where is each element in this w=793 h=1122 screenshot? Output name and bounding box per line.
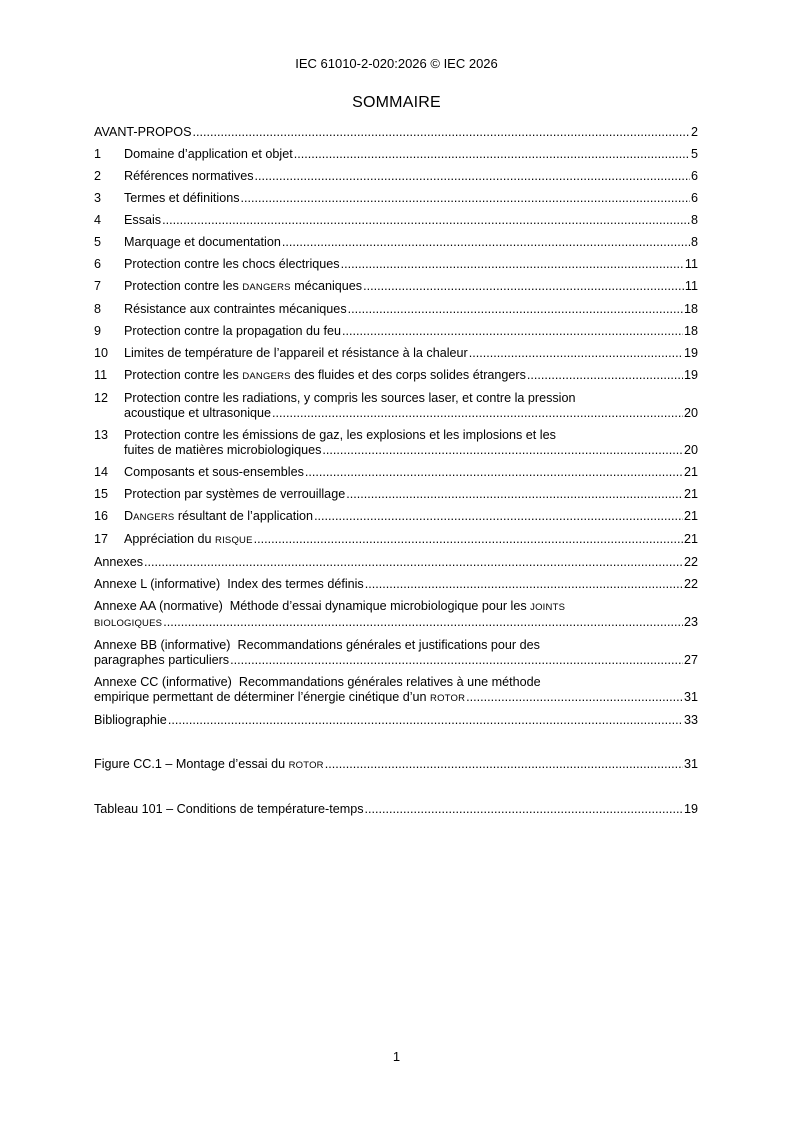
toc-page-number: 23 (683, 615, 698, 629)
defined-term: ROTOR (430, 693, 466, 704)
toc-entry-text-line1: Annexe CC (informative) Recommandations générales relatives à une méthode (94, 675, 541, 689)
toc-entry-text-line1: Protection contre les émissions de gaz, les explosions et les implosions et les (124, 428, 556, 442)
toc-page-number: 5 (690, 147, 698, 161)
toc-entry-17[interactable] (94, 532, 698, 548)
table-of-contents (94, 125, 698, 824)
toc-clause-number: 7 (94, 279, 102, 293)
toc-entry-text: Protection contre les chocs électriques (124, 257, 340, 271)
toc-page-number: 6 (690, 191, 698, 205)
toc-clause-number: 6 (94, 257, 102, 271)
toc-page-number: 2 (690, 125, 698, 139)
toc-entry-foreword[interactable] (94, 125, 698, 140)
toc-entry-text: Appréciation du RISQUE (124, 532, 253, 546)
page-number: 1 (392, 1049, 401, 1064)
toc-entry-text-line2: fuites de matières microbiologiques (124, 443, 322, 457)
toc-entry-14[interactable] (94, 465, 698, 480)
toc-page-number: 21 (683, 532, 698, 546)
toc-clause-number: 9 (94, 324, 102, 338)
toc-page-number: 33 (683, 713, 698, 727)
toc-entry-text: Limites de température de l’appareil et résistance à la chaleur (124, 346, 468, 360)
toc-entry-bibliography[interactable] (94, 713, 698, 728)
toc-entry-text-line2: paragraphes particuliers (94, 653, 230, 667)
toc-entry-text: Bibliographie (94, 713, 167, 727)
list-of-tables-entry[interactable] (94, 802, 698, 817)
toc-page-number: 31 (683, 757, 698, 771)
toc-entry-13[interactable] (94, 428, 698, 458)
toc-page-number: 22 (683, 577, 698, 591)
toc-entry-text-line1: Annexe AA (normative) Méthode d’essai dynamique microbiologique pour les JOINTS (94, 599, 566, 613)
toc-entry-annexes[interactable] (94, 555, 698, 570)
defined-term: ROTOR (288, 760, 324, 771)
toc-entry-8[interactable] (94, 302, 698, 317)
toc-entry-3[interactable] (94, 191, 698, 206)
defined-term: RISQUE (215, 535, 253, 546)
toc-entry-text: Références normatives (124, 169, 254, 183)
list-of-figures-entry[interactable] (94, 757, 698, 773)
toc-entry-text: AVANT-PROPOS (94, 125, 192, 139)
toc-entry-12[interactable] (94, 391, 698, 421)
defined-term: DANGERS (242, 282, 291, 293)
toc-entry-text: Termes et définitions (124, 191, 240, 205)
toc-entry-4[interactable] (94, 213, 698, 228)
toc-clause-number: 10 (94, 346, 109, 360)
toc-page-number: 19 (683, 346, 698, 360)
toc-page-number: 21 (683, 465, 698, 479)
toc-entry-text: Protection contre les DANGERS des fluides et des corps solides étrangers (124, 368, 526, 382)
page-title: SOMMAIRE (352, 94, 441, 111)
defined-term: ANGERS (133, 512, 175, 523)
table-entry-text: Tableau 101 – Conditions de température-temps (94, 802, 364, 816)
toc-entry-7[interactable] (94, 279, 698, 295)
toc-clause-number: 13 (94, 428, 109, 442)
toc-entry-text-line2: empirique permettant de déterminer l’énergie cinétique d’un ROTOR (94, 690, 466, 704)
toc-entry-11[interactable] (94, 368, 698, 384)
toc-page-number: 18 (683, 324, 698, 338)
toc-page-number: 8 (690, 213, 698, 227)
toc-entry-annex-aa[interactable] (94, 599, 698, 631)
toc-clause-number: 5 (94, 235, 102, 249)
toc-page-number: 20 (683, 443, 698, 457)
toc-clause-number: 11 (94, 368, 108, 382)
toc-clause-number: 1 (94, 147, 102, 161)
toc-clause-number: 17 (94, 532, 109, 546)
toc-entry-text: Résistance aux contraintes mécaniques (124, 302, 347, 316)
toc-entry-text: Protection contre les DANGERS mécaniques (124, 279, 363, 293)
figure-entry-text: Figure CC.1 – Montage d’essai du ROTOR (94, 757, 324, 771)
toc-entry-10[interactable] (94, 346, 698, 361)
toc-clause-number: 16 (94, 509, 109, 523)
toc-entry-text-line2: acoustique et ultrasonique (124, 406, 272, 420)
toc-clause-number: 3 (94, 191, 102, 205)
toc-entry-2[interactable] (94, 169, 698, 184)
toc-clause-number: 4 (94, 213, 102, 227)
defined-term: JOINTS (530, 602, 566, 613)
toc-entry-text: Annexes (94, 555, 144, 569)
toc-entry-9[interactable] (94, 324, 698, 339)
toc-clause-number: 12 (94, 391, 109, 405)
toc-entry-text: Protection par systèmes de verrouillage (124, 487, 346, 501)
document-header: IEC 61010-2-020:2026 © IEC 2026 (295, 56, 498, 71)
toc-page-number: 11 (684, 279, 698, 293)
toc-page-number: 11 (684, 257, 698, 271)
toc-page-number: 8 (690, 235, 698, 249)
toc-page-number: 18 (683, 302, 698, 316)
toc-entry-annex-bb[interactable] (94, 638, 698, 668)
toc-page-number: 19 (683, 368, 698, 382)
toc-page-number: 20 (683, 406, 698, 420)
toc-page-number: 27 (683, 653, 698, 667)
toc-entry-text: Essais (124, 213, 162, 227)
toc-entry-15[interactable] (94, 487, 698, 502)
defined-term: DANGERS (242, 371, 291, 382)
toc-entry-text: Domaine d’application et objet (124, 147, 293, 161)
toc-clause-number: 14 (94, 465, 109, 479)
toc-entry-text: Marquage et documentation (124, 235, 281, 249)
toc-page-number: 6 (690, 169, 698, 183)
toc-entry-16[interactable] (94, 509, 698, 525)
toc-entry-annex-cc[interactable] (94, 675, 698, 706)
toc-page-number: 21 (683, 487, 698, 501)
toc-clause-number: 2 (94, 169, 102, 183)
toc-clause-number: 8 (94, 302, 102, 316)
toc-page-number: 21 (683, 509, 698, 523)
toc-entry-annex-l[interactable] (94, 577, 698, 592)
toc-clause-number: 15 (94, 487, 109, 501)
toc-entry-text: Composants et sous-ensembles (124, 465, 304, 479)
toc-entry-5[interactable] (94, 235, 698, 250)
toc-page-number: 31 (683, 690, 698, 704)
toc-entry-text-line2: BIOLOGIQUES (94, 618, 163, 629)
toc-page-number: 19 (683, 802, 698, 816)
toc-entry-text: Annexe L (informative) Index des termes définis (94, 577, 364, 591)
toc-entry-text: Protection contre la propagation du feu (124, 324, 342, 338)
toc-entry-text-line1: Protection contre les radiations, y compris les sources laser, et contre la pression (124, 391, 576, 405)
toc-entry-text: DANGERS résultant de l’application (124, 509, 314, 523)
toc-page-number: 22 (683, 555, 698, 569)
toc-entry-1[interactable] (94, 147, 698, 162)
toc-entry-text-line1: Annexe BB (informative) Recommandations générales et justifications pour des (94, 638, 540, 652)
toc-entry-6[interactable] (94, 257, 698, 272)
